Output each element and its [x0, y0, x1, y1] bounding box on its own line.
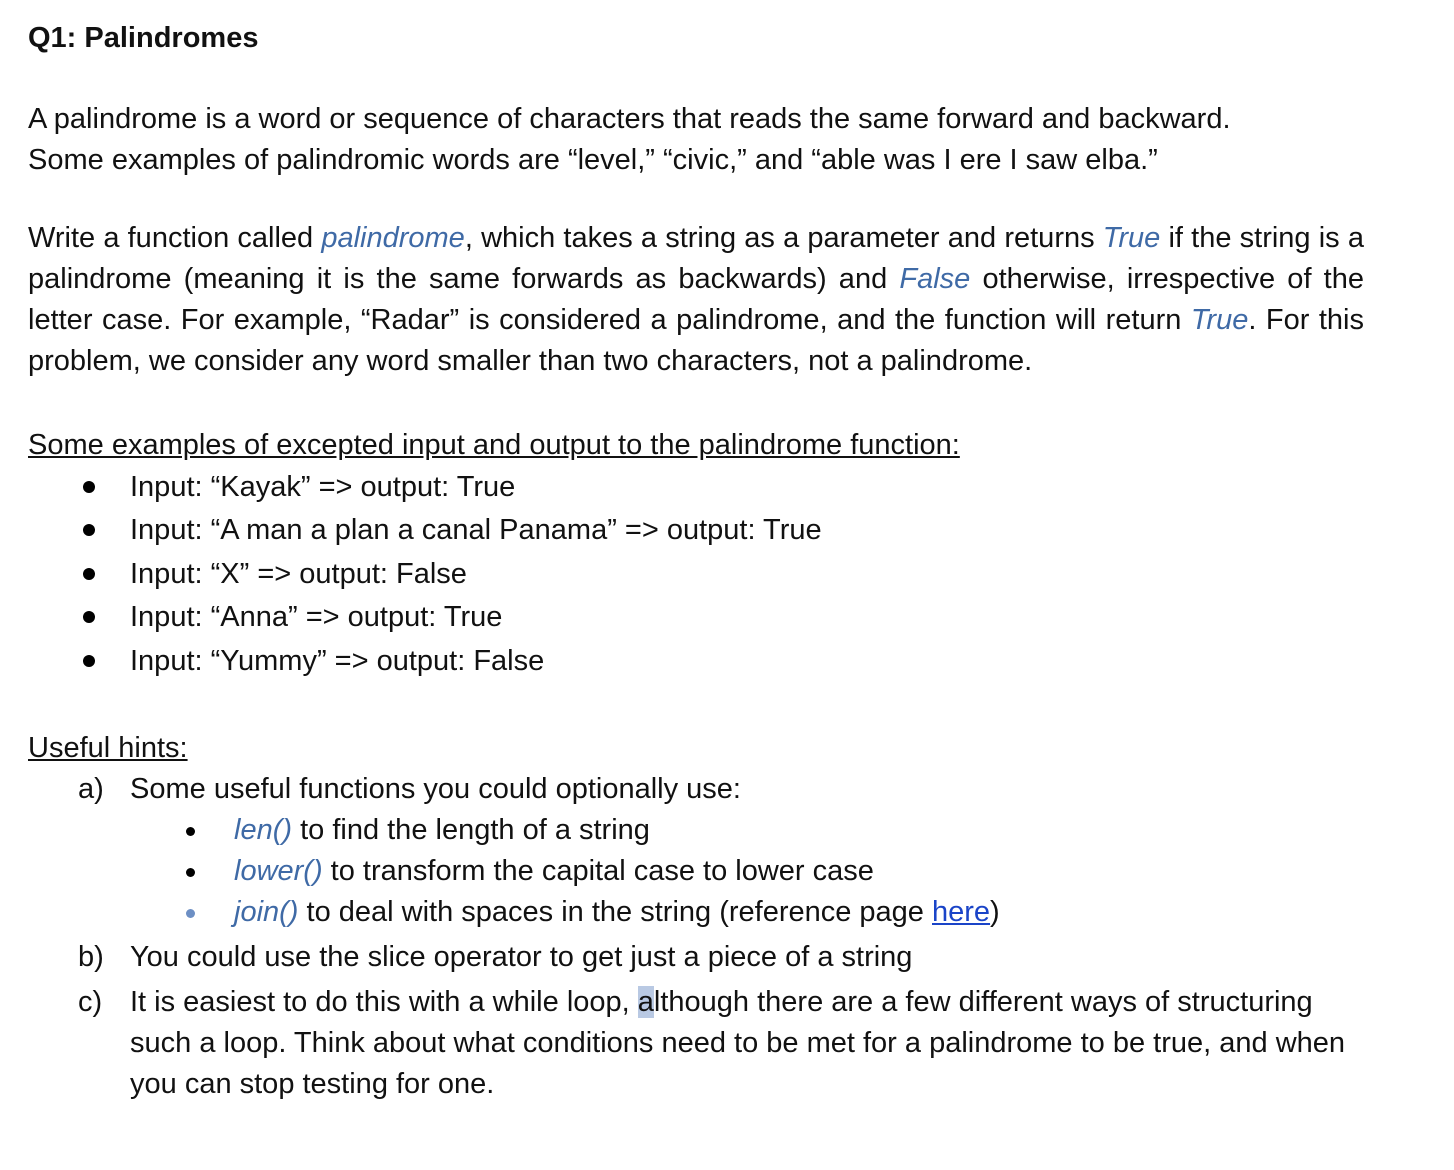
list-item — [28, 596, 1364, 639]
function-description: to transform the capital case to lower case — [322, 855, 874, 888]
hint-marker: c) — [78, 986, 103, 1019]
bullet-icon — [83, 611, 95, 623]
hint-a-text: Some useful functions you could optionally use: — [130, 773, 741, 806]
hint-c-text-before: It is easiest to do this with a while loop, — [130, 986, 638, 1019]
task-text-5: . For this problem, we consider any word smaller than two characters, not a palindrome. — [28, 304, 1364, 377]
bullet-icon — [83, 524, 95, 536]
hint-marker: a) — [78, 773, 104, 806]
hints-list — [28, 769, 1364, 810]
hint-marker: b) — [78, 941, 104, 974]
bullet-icon — [83, 481, 95, 493]
closing-paren: ) — [990, 896, 1000, 929]
document-page — [28, 18, 1364, 1105]
example-text: Input: “Yummy” => output: False — [130, 644, 545, 677]
true-keyword-2: True — [1190, 304, 1249, 336]
bullet-icon — [83, 655, 95, 667]
hints-list-continued — [28, 937, 1364, 1105]
true-keyword: True — [1102, 222, 1161, 254]
example-text: Input: “Kayak” => output: True — [130, 471, 516, 503]
bullet-icon — [186, 868, 195, 877]
task-paragraph — [28, 218, 1364, 382]
list-item — [28, 509, 1364, 552]
example-text: Input: “Anna” => output: True — [130, 601, 503, 634]
question-title: Q1: Palindromes — [28, 22, 259, 54]
function-name: palindrome — [321, 222, 465, 254]
task-text-4: otherwise, irrespective of the letter case. For example, “Radar” is considered a palindrome, and the function will return — [28, 263, 1364, 336]
task-text-2: , which takes a string as a parameter and returns — [464, 222, 1103, 254]
hints-heading: Useful hints: — [28, 732, 188, 765]
task-text-1: Write a function called — [28, 222, 322, 254]
list-item — [130, 810, 1364, 851]
examples-list — [28, 466, 1364, 683]
list-item — [28, 640, 1364, 683]
function-name: lower() — [234, 855, 323, 888]
hint-b — [28, 937, 1364, 978]
intro-line-2: Some examples of palindromic words are “level,” “civic,” and “able was I ere I saw elba.” — [28, 144, 1158, 176]
function-name: join() — [234, 896, 299, 929]
functions-list — [130, 810, 1364, 933]
function-description: to deal with spaces in the string (reference page — [298, 896, 932, 929]
intro-line-1: A palindrome is a word or sequence of characters that reads the same forward and backward. — [28, 103, 1231, 135]
list-item — [130, 851, 1364, 892]
bullet-icon — [186, 909, 195, 918]
list-item — [130, 892, 1364, 933]
hint-c-text-after: lthough there are a few different ways of structuring such a loop. Think about what conditions need to be met for a palindrome to be true, and when you can stop testing for one. — [130, 986, 1346, 1101]
bullet-icon — [83, 568, 95, 580]
false-keyword: False — [899, 263, 971, 295]
list-item — [28, 466, 1364, 509]
hint-c — [28, 982, 1364, 1105]
list-item — [28, 553, 1364, 596]
text-cursor-highlight[interactable]: a — [637, 986, 654, 1019]
example-text: Input: “X” => output: False — [130, 557, 467, 590]
bullet-icon — [186, 827, 195, 836]
intro-paragraph — [28, 99, 1364, 181]
hint-b-text: You could use the slice operator to get just a piece of a string — [130, 941, 913, 974]
reference-link[interactable]: here — [932, 896, 991, 929]
function-description: to find the length of a string — [292, 814, 650, 847]
example-text: Input: “A man a plan a canal Panama” => output: True — [130, 514, 822, 547]
function-name: len() — [234, 814, 293, 847]
task-text-3: if the string is a palindrome (meaning it is the same forwards as backwards) and — [28, 222, 1364, 295]
examples-heading: Some examples of excepted input and output to the palindrome function: — [28, 429, 960, 461]
hint-a — [28, 769, 1364, 810]
